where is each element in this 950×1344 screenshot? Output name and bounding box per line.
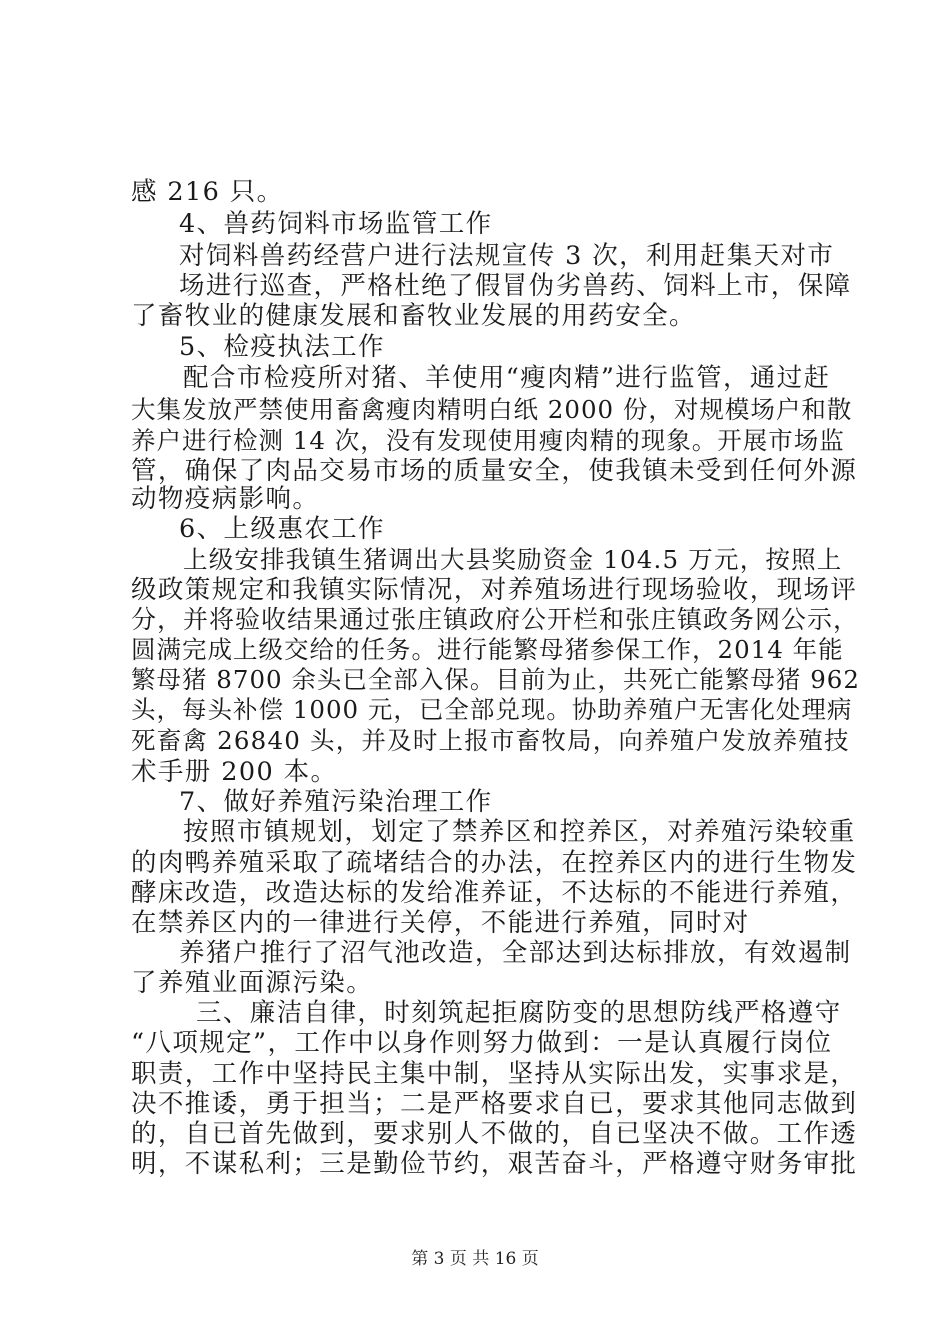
text-line: 级政策规定和我镇实际情况，对养殖场进行现场验收，现场评: [131, 575, 858, 605]
text-line: 管，确保了肉品交易市场的质量安全，使我镇未受到任何外源: [131, 456, 858, 486]
text-line: 在禁养区内的一律进行关停，不能进行养殖，同时对: [131, 908, 750, 938]
text-line: 职责，工作中坚持民主集中制，坚持从实际出发，实事求是，: [131, 1059, 858, 1089]
text-line: 对饲料兽药经营户进行法规宣传 3 次，利用赶集天对市: [179, 241, 835, 271]
section-heading: 三、廉洁自律，时刻筑起拒腐防变的思想防线严格遵守: [196, 998, 842, 1028]
section-heading: 5、检疫执法工作: [179, 332, 385, 362]
text-line: 场进行巡查，严格杜绝了假冒伪劣兽药、饲料上市，保障: [179, 271, 852, 301]
section-heading: 7、做好养殖污染治理工作: [179, 787, 493, 817]
section-heading: 6、上级惠农工作: [179, 514, 385, 544]
text-line: 的肉鸭养殖采取了疏堵结合的办法，在控养区内的进行生物发: [131, 848, 858, 878]
text-line: 上级安排我镇生猪调出大县奖励资金 104.5 万元，按照上: [183, 545, 843, 574]
text-line: 酵床改造，改造达标的发给准养证，不达标的不能进行养殖，: [131, 878, 858, 908]
text-line: 决不推诿，勇于担当；二是严格要求自已，要求其他同志做到: [131, 1089, 858, 1119]
text-line: 头，每头补偿 1000 元，已全部兑现。协助养殖户无害化处理病: [131, 695, 853, 724]
text-line: 大集发放严禁使用畜禽瘦肉精明白纸 2000 份，对规模场户和散: [131, 395, 853, 424]
text-line: 分，并将验收结果通过张庄镇政府公开栏和张庄镇政务网公示，: [131, 605, 860, 634]
text-line: “八项规定”，工作中以身作则努力做到：一是认真履行岗位: [131, 1028, 833, 1058]
text-line: 明，不谋私利；三是勤俭节约，艰苦奋斗，严格遵守财务审批: [131, 1149, 858, 1179]
text-line: 繁母猪 8700 余头已全部入保。目前为止，共死亡能繁母猪 962: [131, 665, 860, 694]
text-line: 感 216 只。: [131, 177, 284, 207]
text-line: 配合市检疫所对猪、羊使用“瘦肉精”进行监管，通过赶: [183, 363, 831, 393]
section-heading: 4、兽药饲料市场监管工作: [179, 209, 493, 239]
text-line: 养户进行检测 14 次，没有发现使用瘦肉精的现象。开展市场监: [131, 426, 845, 455]
text-line: 死畜禽 26840 头，并及时上报市畜牧局，向养殖户发放养殖技: [131, 726, 850, 755]
text-line: 按照市镇规划，划定了禁养区和控养区，对养殖污染较重: [183, 817, 856, 847]
text-line: 术手册 200 本。: [131, 757, 338, 787]
text-line: 了畜牧业的健康发展和畜牧业发展的用药安全。: [131, 301, 696, 331]
text-line: 养猪户推行了沼气池改造，全部达到达标排放，有效遏制: [179, 938, 852, 968]
text-line: 圆满完成上级交给的任务。进行能繁母猪参保工作，2014 年能: [131, 635, 844, 664]
page-footer: 第 3 页 共 16 页: [411, 1249, 539, 1269]
text-line: 的，自已首先做到，要求别人不做的，自已坚决不做。工作透: [131, 1119, 858, 1149]
text-line: 动物疫病影响。: [131, 484, 320, 514]
text-line: 了养殖业面源污染。: [131, 968, 374, 998]
